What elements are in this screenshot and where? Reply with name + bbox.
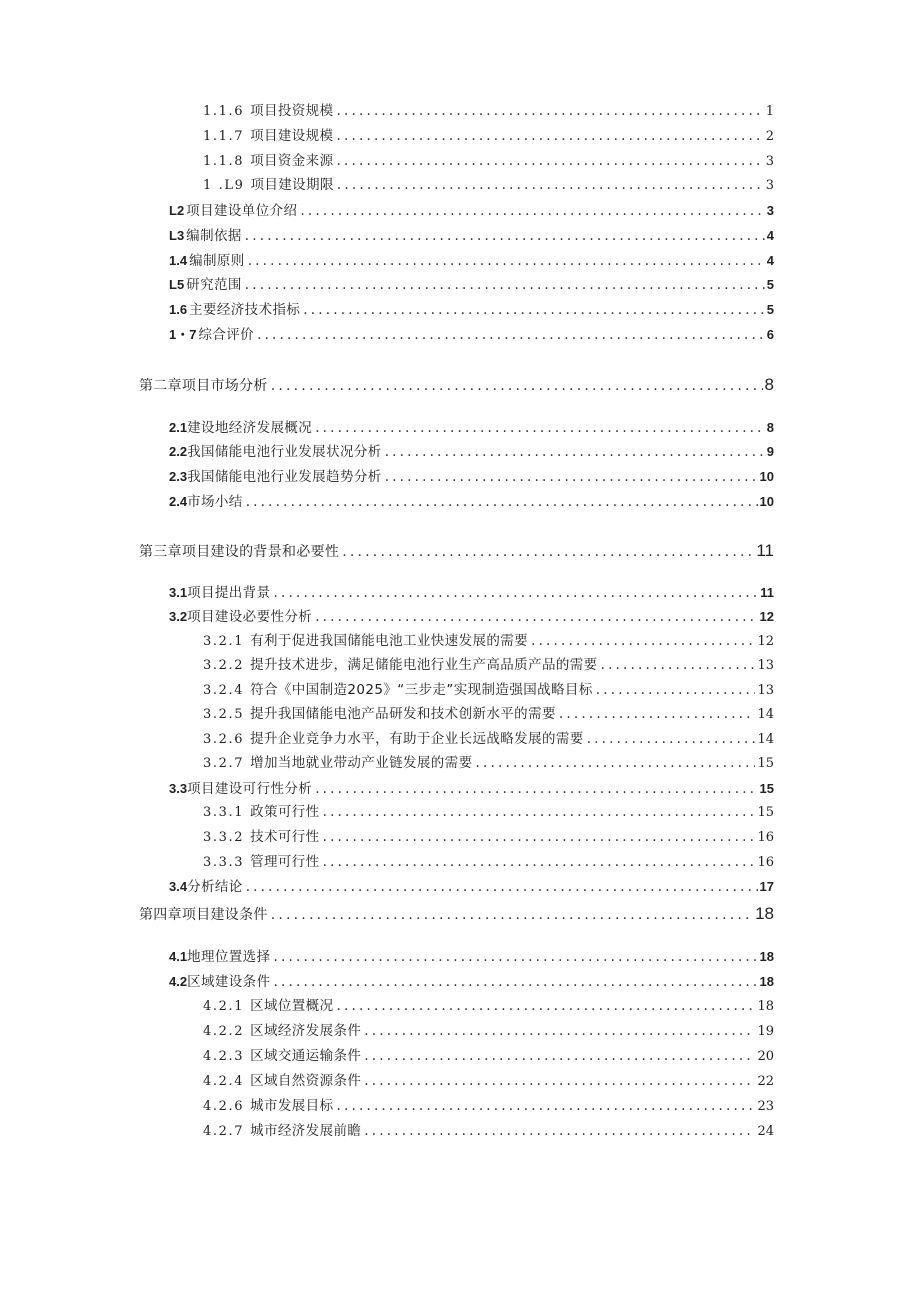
toc-leader-dots [271,379,763,393]
toc-page-number: 13 [757,683,774,698]
toc-entry-1-1-8[interactable] [203,155,774,169]
toc-leader-dots [257,329,765,343]
toc-number: 3.3.1 [203,805,245,820]
toc-number: 4.2.3 [203,1049,245,1064]
toc-entry-3-2-4[interactable] [203,684,774,698]
toc-number: 4.1 [169,949,188,964]
toc-title: 我国储能电池行业发展状况分析 [187,444,382,460]
toc-chapter-4[interactable] [139,905,774,922]
toc-entry-1-5[interactable] [169,278,774,293]
toc-title: 主要经济技术指标 [189,302,301,318]
toc-page-number: 5 [766,302,774,317]
toc-leader-dots [336,155,763,169]
toc-leader-dots [273,976,757,990]
toc-number: 1.4 [169,253,188,268]
toc-number: 1・7 [169,327,197,342]
toc-title: 提升我国储能电池产品研发和技术创新水平的需要 [250,706,556,722]
toc-entry-3-3-2[interactable] [203,831,774,845]
toc-title: 项目建设必要性分析 [187,609,313,625]
toc-entry-4-2-1[interactable] [203,1000,774,1014]
toc-leader-dots [246,496,758,510]
toc-entry-2-2[interactable] [169,445,774,460]
toc-leader-dots [601,659,756,673]
toc-entry-4-2-6[interactable] [203,1100,774,1114]
toc-leader-dots [531,635,755,649]
toc-entry-3-2-5[interactable] [203,708,774,722]
toc-number: 3.3.2 [203,830,245,845]
toc-entry-2-1[interactable] [169,421,774,436]
toc-leader-dots [323,856,756,870]
toc-title: 管理可行性 [250,854,320,870]
toc-title: 编制依据 [186,228,242,244]
toc-page-number: 15 [757,756,774,771]
toc-number: 4.2 [169,974,188,989]
toc-title: 城市发展目标 [250,1098,334,1114]
toc-leader-dots [273,951,757,965]
toc-number: L3 [169,228,185,243]
toc-title: 区域交通运输条件 [250,1048,362,1064]
toc-number: 2.3 [169,469,188,484]
toc-entry-3-3-1[interactable] [203,806,774,820]
toc-leader-dots [364,1025,755,1039]
toc-number: 4.2.2 [203,1024,245,1039]
toc-chapter-title: 第四章项目建设条件 [139,907,268,923]
toc-page-number: 5 [766,277,774,292]
toc-page-number: 15 [759,781,774,796]
toc-entry-1-6[interactable] [169,303,774,318]
toc-title: 提升技术进步，满足储能电池行业生产高品质产品的需要 [250,657,598,673]
toc-page-number: 13 [757,658,774,673]
toc-page-number: 19 [757,1024,774,1039]
toc-entry-3-2-2[interactable] [203,659,774,673]
toc-page-number: 10 [759,469,774,484]
toc-number: 1 .L9 [203,178,245,193]
toc-title: 符合《中国制造2025》“三步走”实现制造强国战略目标 [250,682,593,698]
toc-number: 3.2.1 [203,634,245,649]
toc-number: 1.1.6 [203,104,245,119]
toc-leader-dots [323,831,756,845]
toc-title: 项目建设可行性分析 [187,781,313,797]
toc-number: 3.1 [169,585,188,600]
toc-entry-3-2-1[interactable] [203,635,774,649]
toc-entry-2-3[interactable] [169,470,774,485]
toc-page-number: 10 [759,494,774,509]
toc-title: 城市经济发展前瞻 [250,1123,362,1139]
toc-page-number: 8 [766,420,774,435]
toc-leader-dots [364,1125,755,1139]
toc-entry-1-2[interactable] [169,204,774,219]
toc-leader-dots [385,446,765,460]
toc-leader-dots [315,783,757,797]
toc-title: 项目建设单位介绍 [186,203,298,219]
toc-title: 地理位置选择 [187,949,271,965]
toc-page-number: 9 [766,444,774,459]
toc-entry-1-1-6[interactable] [203,105,774,119]
toc-title: 区域建设条件 [187,974,271,990]
toc-page-number: 11 [760,585,774,600]
toc-number: 3.2.6 [203,732,245,747]
toc-number: 4.2.6 [203,1099,245,1114]
toc-leader-dots [271,908,753,922]
toc-page-number: 18 [759,949,774,964]
toc-leader-dots [303,304,764,318]
toc-leader-dots [273,587,758,601]
toc-entry-4-2-4[interactable] [203,1075,774,1089]
toc-number: 3.4 [169,879,188,894]
toc-title: 区域位置概况 [250,998,334,1014]
toc-number: 3.3 [169,781,188,796]
toc-entry-4-2-2[interactable] [203,1025,774,1039]
toc-entry-4-2-3[interactable] [203,1050,774,1064]
toc-page-number: 23 [757,1099,774,1114]
toc-number: 4.2.1 [203,999,245,1014]
toc-entry-3-4[interactable] [169,880,774,895]
toc-leader-dots [248,255,765,269]
toc-entry-3-2-6[interactable] [203,733,774,747]
toc-title: 项目投资规模 [250,103,334,119]
toc-title: 增加当地就业带动产业链发展的需要 [250,755,473,771]
toc-leader-dots [336,130,763,144]
toc-page-number: 22 [757,1074,774,1089]
toc-leader-dots [315,422,765,436]
toc-title: 项目资金来源 [250,153,334,169]
toc-entry-3-3-3[interactable] [203,856,774,870]
toc-entry-4-1[interactable] [169,950,774,965]
toc-page-number: 3 [766,203,774,218]
toc-entry-1-1-9[interactable] [203,179,774,193]
toc-leader-dots [596,684,756,698]
toc-page-number: 16 [757,855,774,870]
toc-title: 区域经济发展条件 [250,1023,362,1039]
toc-entry-3-1[interactable] [169,586,774,601]
toc-leader-dots [336,105,763,119]
toc-leader-dots [559,708,756,722]
toc-leader-dots [245,279,765,293]
toc-page-number: 18 [755,904,774,923]
toc-leader-dots [246,881,758,895]
toc-title: 技术可行性 [250,829,320,845]
toc-page-number: 18 [757,999,774,1014]
toc-title: 综合评价 [198,327,255,343]
toc-chapter-title: 第三章项目建设的背景和必要性 [139,544,340,560]
toc-number: L5 [169,277,185,292]
toc-leader-dots [337,179,764,193]
toc-entry-2-4[interactable] [169,495,774,510]
toc-page-number: 12 [759,609,774,624]
toc-number: 3.3.3 [203,855,245,870]
toc-title: 政策可行性 [250,804,320,820]
toc-entry-3-2-7[interactable] [203,757,774,771]
toc-number: L2 [169,203,185,218]
toc-title: 项目建设期限 [250,177,334,193]
toc-chapter-3[interactable] [139,542,774,559]
toc-entry-1-7[interactable] [169,328,774,343]
toc-title: 项目建设规模 [250,128,334,144]
toc-entry-4-2-7[interactable] [203,1125,774,1139]
toc-title: 项目提出背景 [187,585,271,601]
toc-leader-dots [364,1050,755,1064]
toc-leader-dots [475,757,755,771]
toc-number: 3.2.7 [203,756,245,771]
toc-number: 3.2 [169,609,188,624]
toc-chapter-2[interactable] [139,376,774,393]
toc-title: 提升企业竞争力水平，有助于企业长远战略发展的需要 [250,731,584,747]
toc-page-number: 17 [759,879,774,894]
toc-number: 2.2 [169,444,188,459]
toc-chapter-title: 第二章项目市场分析 [139,378,268,394]
toc-entry-1-1-7[interactable] [203,130,774,144]
toc-leader-dots [315,611,757,625]
toc-title: 编制原则 [189,253,245,269]
toc-number: 1.6 [169,302,188,317]
toc-number: 2.1 [169,420,188,435]
toc-page-number: 16 [757,830,774,845]
toc-page-number: 6 [766,327,774,342]
toc-page-number: 1 [765,104,774,119]
toc-entry-3-3[interactable] [169,782,774,797]
toc-leader-dots [323,806,756,820]
toc-page-number: 4 [766,228,774,243]
toc-number: 1.1.7 [203,129,245,144]
toc-page-number: 12 [757,634,774,649]
toc-entry-3-2[interactable] [169,610,774,625]
toc-page-number: 8 [764,375,774,394]
toc-page-number: 20 [757,1049,774,1064]
toc-title: 建设地经济发展概况 [187,420,313,436]
toc-number: 4.2.7 [203,1124,245,1139]
toc-page-number: 3 [765,178,774,193]
toc-page-number: 24 [757,1124,774,1139]
toc-page-number: 2 [765,129,774,144]
toc-number: 2.4 [169,494,188,509]
toc-leader-dots [385,471,758,485]
toc-page-number: 14 [757,707,774,722]
toc-leader-dots [587,733,756,747]
toc-page-number: 14 [757,732,774,747]
toc-entry-4-2[interactable] [169,975,774,990]
toc-page-number: 18 [759,974,774,989]
toc-leader-dots [342,545,754,559]
toc-leader-dots [364,1075,755,1089]
toc-number: 3.2.2 [203,658,245,673]
toc-number: 1.1.8 [203,154,245,169]
toc-leader-dots [336,1000,755,1014]
toc-title: 分析结论 [187,879,243,895]
toc-leader-dots [336,1100,755,1114]
toc-number: 4.2.4 [203,1074,245,1089]
toc-entry-1-3[interactable] [169,229,774,244]
toc-entry-1-4[interactable] [169,254,774,269]
toc-leader-dots [300,205,764,219]
toc-page-number: 3 [765,154,774,169]
toc-leader-dots [245,230,765,244]
toc-number: 3.2.5 [203,707,245,722]
toc-page-number: 15 [757,805,774,820]
toc-title: 研究范围 [186,277,242,293]
toc-title: 区域自然资源条件 [250,1073,362,1089]
toc-title: 有利于促进我国储能电池工业快速发展的需要 [250,633,529,649]
toc-page-number: 4 [766,253,774,268]
toc-title: 市场小结 [187,494,243,510]
toc-number: 3.2.4 [203,683,245,698]
toc-page-number: 11 [756,541,774,560]
toc-title: 我国储能电池行业发展趋势分析 [187,469,382,485]
